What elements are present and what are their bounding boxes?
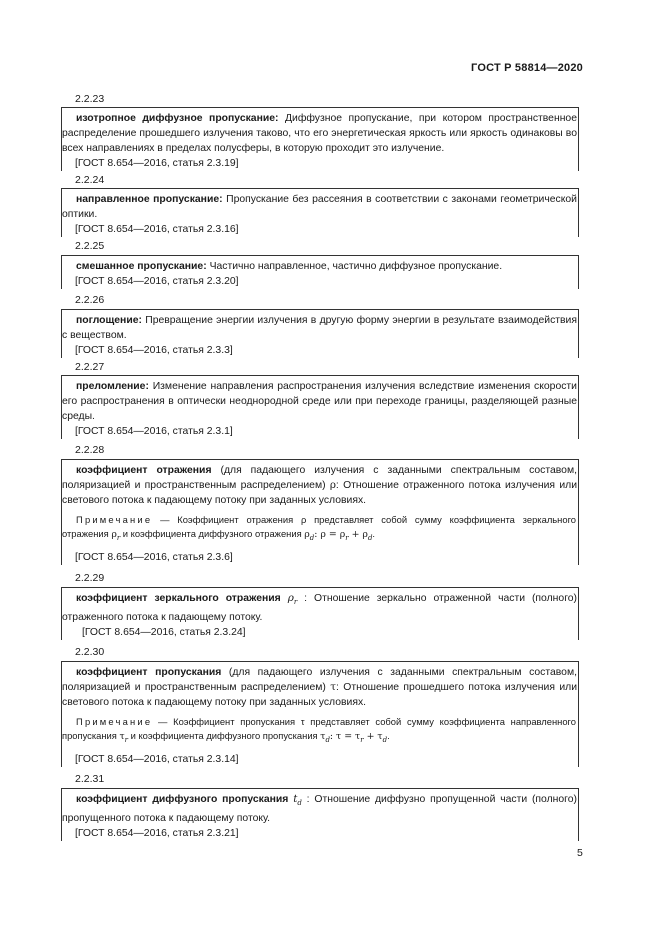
definition-text: поглощение: Превращение энергии излучения в другую форму энергии в результате взаимодействия с веществом. bbox=[62, 315, 577, 341]
entry-number: 2.2.29 bbox=[75, 572, 105, 584]
source-reference: [ГОСТ 8.654—2016, статья 2.3.14] bbox=[75, 753, 239, 765]
source-reference: [ГОСТ 8.654—2016, статья 2.3.20] bbox=[75, 276, 239, 287]
source-reference: [ГОСТ 8.654—2016, статья 2.3.16] bbox=[75, 224, 239, 235]
document-header: ГОСТ Р 58814—2020 bbox=[471, 62, 583, 74]
source-reference: [ГОСТ 8.654—2016, статья 2.3.1] bbox=[75, 426, 233, 437]
term-entry-box bbox=[61, 459, 579, 565]
term-entry-box bbox=[61, 188, 579, 237]
source-reference: [ГОСТ 8.654—2016, статья 2.3.3] bbox=[75, 345, 233, 356]
page-number: 5 bbox=[577, 847, 583, 859]
definition-text: коэффициент пропускания (для падающего излучения с заданными спектральным составом, поляризацией и пространственным распределением) τ: Отношение прошедшего потока излучения или светового потока к падающему потоку при заданных условиях. bbox=[62, 667, 578, 708]
symbol-rho-r: ρ bbox=[287, 592, 294, 604]
term-name: поглощение: bbox=[76, 315, 142, 326]
entry-number: 2.2.26 bbox=[75, 294, 105, 306]
term-name: коэффициент зеркального отражения bbox=[76, 593, 281, 604]
definition-text: коэффициент диффузного пропускания $t_d$ : Отношение диффузно пропущенной части (полного) пропущенного потока к падающему потоку. bbox=[62, 793, 577, 825]
term-entry-box bbox=[61, 309, 579, 358]
note-text: Примечание — Коэффициент пропускания τ представляет собой сумму коэффициента направленного пропускания $\tau_r$ и коэффициента диффузного пропускания $\tau_d$: $\tau = \tau_r + \tau_d$. bbox=[62, 716, 576, 744]
symbol-t-d: t bbox=[293, 793, 298, 805]
source-reference: [ГОСТ 8.654—2016, статья 2.3.19] bbox=[75, 158, 239, 169]
definition-text: изотропное диффузное пропускание: Диффузное пропускание, при котором пространственное распределение прошедшего излучения таково, что его энергетическая яркость или яркость одинаковы во всех направлениях в пределах полусферы, в которую проходит это излучение. bbox=[62, 113, 577, 154]
entry-number: 2.2.24 bbox=[75, 174, 105, 186]
symbol-tau: τ bbox=[330, 681, 336, 693]
term-name: преломление: bbox=[76, 381, 149, 392]
entry-number: 2.2.31 bbox=[75, 773, 105, 785]
term-entry-box bbox=[61, 255, 579, 289]
source-reference: [ГОСТ 8.654—2016, статья 2.3.24] bbox=[82, 627, 246, 639]
definition-text: смешанное пропускание: Частично направленное, частично диффузное пропускание. bbox=[76, 261, 503, 272]
term-entry-box bbox=[61, 587, 579, 640]
entry-number: 2.2.23 bbox=[75, 93, 105, 105]
term-entry-box bbox=[61, 788, 579, 841]
source-reference: [ГОСТ 8.654—2016, статья 2.3.6] bbox=[75, 551, 233, 563]
term-name: смешанное пропускание: bbox=[76, 261, 207, 272]
term-name: коэффициент диффузного пропускания bbox=[76, 794, 289, 805]
definition-text: коэффициент отражения (для падающего излучения с заданными спектральным составом, поляризацией и пространственным распределением) ρ: Отношение отраженного потока излучения или светового потока к падающему потоку при заданных условиях. bbox=[62, 465, 577, 506]
term-name: коэффициент пропускания bbox=[76, 667, 222, 678]
entry-number: 2.2.30 bbox=[75, 646, 105, 658]
source-reference: [ГОСТ 8.654—2016, статья 2.3.21] bbox=[75, 828, 239, 840]
entry-number: 2.2.25 bbox=[75, 240, 105, 252]
term-entry-box bbox=[61, 107, 579, 171]
term-entry-box bbox=[61, 661, 579, 767]
entry-number: 2.2.28 bbox=[75, 444, 105, 456]
symbol-rho: ρ bbox=[329, 479, 336, 491]
definition-text: коэффициент зеркального отражения $\rho_r$ : Отношение зеркально отраженной части (полного) отраженного потока к падающему потоку. bbox=[62, 592, 577, 624]
definition-text: преломление: Изменение направления распространения излучения вследствие изменения скорости его распространения в оптически неоднородной среде или при переходе границы, разделяющей разные среды. bbox=[62, 381, 577, 422]
term-name: изотропное диффузное пропускание: bbox=[76, 113, 279, 124]
term-name: коэффициент отражения bbox=[76, 465, 212, 476]
note-text: Примечание — Коэффициент отражения ρ представляет собой сумму коэффициента зеркального отражения $\rho_r$ и коэффициента диффузного отражения $\rho_d$: $\rho = \rho_r + \rho_d$. bbox=[62, 514, 576, 542]
term-name: направленное пропускание: bbox=[76, 194, 223, 205]
term-entry-box bbox=[61, 375, 579, 439]
definition-text: направленное пропускание: Пропускание без рассеяния в соответствии с законами геометрической оптики. bbox=[62, 194, 577, 220]
note-label: Примечание bbox=[76, 514, 153, 525]
entry-number: 2.2.27 bbox=[75, 361, 105, 373]
note-label: Примечание bbox=[76, 716, 153, 727]
